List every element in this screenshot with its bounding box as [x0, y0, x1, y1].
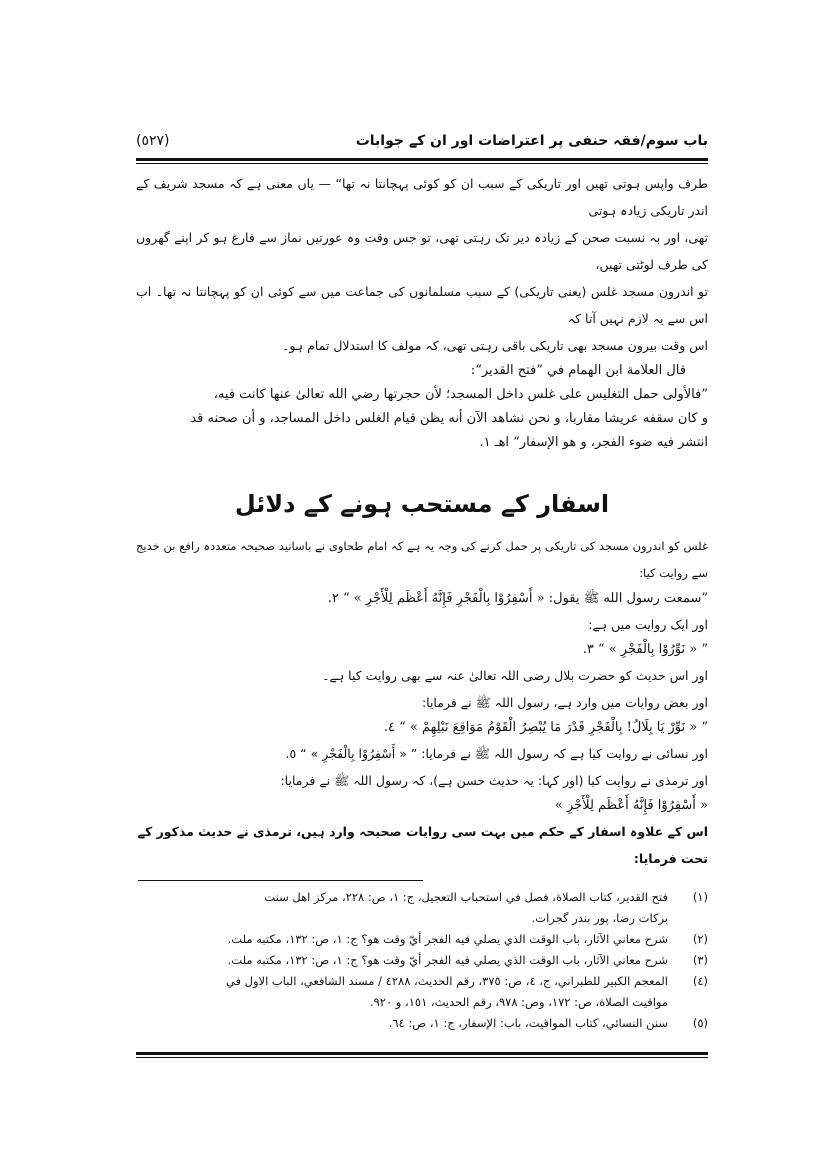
quote-intro: [136, 359, 708, 383]
quote-colon: :: [470, 363, 476, 378]
footnote-number: (٥): [692, 1016, 708, 1030]
body-line: تھی، اور بہ نسبت صحن کے زیادہ دیر تک رہتی تھی، تو جس وقت وہ عورتیں نماز سے فارغ ہو کر اپنے گھروں کی طرف لوٹتی تھیں،: [136, 230, 708, 272]
footnote-text: مواقيت الصلاة، ص: ١٧٢، وص: ٩٧٨، رقم الحديث، ١٥١، و ٩٢٠.: [369, 995, 668, 1009]
running-title: باب سوم/فقہ حنفی پر اعتراضات اور ان کے جوابات: [355, 133, 708, 149]
footnote: [136, 971, 708, 1013]
section-heading: اسفار کے مستحب ہونے کے دلائل: [234, 490, 610, 518]
quote-line: ”فالأولى حمل التغليس على غلس داخل المسجد؛ لأن حجرتها رضي الله تعالىٰ عنها كانت فيه،: [213, 387, 708, 402]
footnote-number: (٢): [692, 932, 708, 946]
body-line: طرف واپس ہوتی تھیں اور تاریکی کے سبب ان کو کوئی پہچانتا نہ تھا“ — یاں معنی ہے کہ مسجد شریف کے اندر تاریکی زیادہ ہوتی: [136, 176, 708, 218]
footnote-separator: [138, 880, 423, 881]
running-header: [136, 128, 708, 154]
body-line: اور بعض روایات میں وارد ہے، رسول اللہ ﷺ نے فرمایا:: [421, 695, 708, 710]
hadith-line: ” « نَوِّرْ يَا بِلَالُ! بِالْفَجْرِ قَدْرَ مَا يُبْصِرُ الْقَوْمُ مَوَاقِعَ نَبْلِهِمْ » “ ٤.: [383, 720, 708, 735]
body-line: تو اندرون مسجد غلس (یعنی تاریکی) کے سبب مسلمانوں کی جماعت میں سے کوئی ان کو پہچانتا نہ تھا۔ اب اس سے یہ لازم نہیں آتا کہ: [136, 284, 708, 326]
quote-intro-text: قال العلامة ابن الهمام في ”فتح القدير“: [475, 363, 686, 378]
footnote: [136, 929, 708, 950]
footnote: [136, 1013, 708, 1034]
document-page: [136, 128, 708, 1058]
body-line: اس کے علاوہ اسفار کے حکم میں بہت سی روایات صحیحہ وارد ہیں، ترمذی نے حدیث مذکور کے تحت فرمایا:: [137, 824, 708, 866]
quote-line: و كان سقفه عريشا مقاربا، و نحن نشاهد الآن أنه يظن قيام الغلس داخل المساجد، و أن صحنه قد: [190, 411, 708, 426]
page-number: (٥٢٧): [136, 133, 170, 149]
footnote-number: (٤): [692, 974, 708, 988]
footnotes: [136, 887, 708, 1034]
body-line: اس وقت بیرون مسجد بھی تاریکی باقی رہتی تھی، کہ مولف کا استدلال تمام ہو۔: [282, 338, 708, 353]
footnote-number: (٣): [692, 953, 708, 967]
body-line: اور ایک روایت میں ہے:: [588, 617, 708, 632]
quote-line: انتشر فيه ضوء الفجر، و هو الإسفار“ اهـ ١.: [479, 435, 708, 450]
footnote-text: سنن النسائي، كتاب المواقيت، باب: الإسفار، ج: ١، ص: ٦٤.: [388, 1016, 668, 1030]
footnote-text: فتح القدير، كتاب الصلاة، فصل في استحباب التعجيل، ج: ١، ص: ٢٢٨، مركز اهل سنت: [264, 890, 668, 904]
footnote-text: المعجم الكبير للطبراني، ج، ٤، ص: ٣٧٥، رقم الحديث، ٤٢٨٨ / مسند الشافعي، الباب الاول في: [225, 974, 668, 988]
hadith-line: ” « نَوِّرُوْا بِالْفَجْرِ » “ ٣.: [582, 642, 708, 657]
footnote: [136, 950, 708, 971]
footer-rule-thin: [136, 1057, 708, 1058]
footnote-text: شرح معاني الآثار، باب الوقت الذي يصلي فيه الفجر أيّ وقت هو؟ ج: ١، ص: ١٣٢، مكتبه ملت.: [227, 932, 668, 946]
footer-rule: [136, 1052, 708, 1055]
footnote: [136, 887, 708, 929]
hadith-line: « أَسْفِرُوْا فَإِنَّهُ أَعْظَم لِلْأَجْرِ »: [554, 798, 708, 813]
footnote-number: (١): [692, 890, 708, 904]
body-line: اور ترمذی نے روایت کیا (اور کہا: یہ حدیث حسن ہے)، کہ رسول اللہ ﷺ نے فرمایا:: [280, 773, 708, 788]
header-rule: [136, 158, 708, 161]
footnote-text: بركات رضا، پور بندر گجرات.: [531, 911, 668, 925]
body-line: غلس کو اندرون مسجد کی تاریکی پر حمل کرنے کی وجہ یہ ہے کہ امام طحاوی نے باسانید صحیحہ متعددہ رافع بن خدیج سے روایت کیا:: [136, 539, 708, 580]
body-line: اور اس حدیث کو حضرت بلال رضی اللہ تعالیٰ عنہ سے بھی روایت کیا ہے۔: [322, 668, 708, 683]
hadith-line: ”سمعت رسول الله ﷺ يقول: « أَسْفِرُوْا بِالْفَجْرِ فَإِنَّهُ أَعْظَم لِلْأَجْرِ » “ ٢.: [327, 591, 708, 606]
body-line: اور نسائی نے روایت کیا ہے کہ رسول اللہ ﷺ نے فرمایا: ” « أَسْفِرُوْا بِالْفَجْرِ » “ ٥.: [285, 746, 708, 761]
footnote-text: شرح معاني الآثار، باب الوقت الذي يصلي فيه الفجر أيّ وقت هو؟ ج: ١، ص: ١٣٢، مكتبه ملت.: [227, 953, 668, 967]
